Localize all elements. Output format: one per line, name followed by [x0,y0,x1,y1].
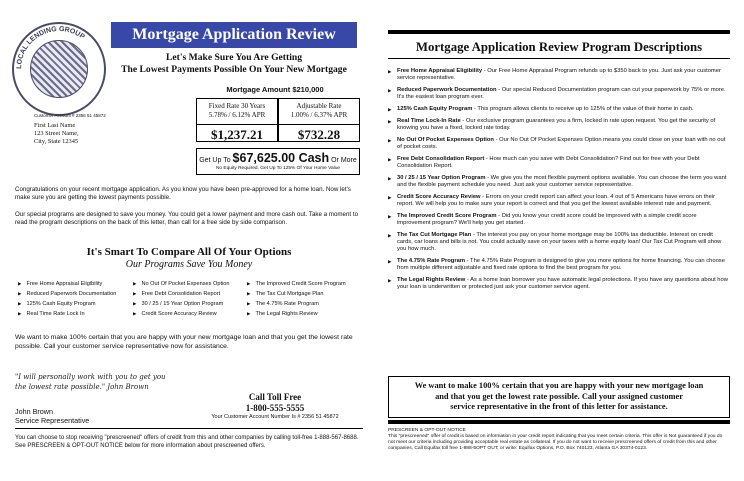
call-block [190,392,360,420]
certainty-box-line-1: We want to make 100% certain that you are happy with your new mortgage loan [414,381,704,390]
description-item [388,258,730,272]
signature-line-2: the lowest rate possible." John Brown [15,383,149,391]
adjustable-rate-payment: $732.28 [279,124,359,143]
programs-column-1 [18,279,116,319]
description-text: - Our exclusive program guarantees you a firm, locked in rate upon request. You get the security of knowing you have a fixed, locked rate today. [397,117,716,131]
header-title: Mortgage Application Review [111,22,357,48]
description-name: Real Time Lock-In Rate [397,117,461,124]
description-text: - Did you know your credit score could be improved with a simple credit score improvement program? We'll help you get started. [397,212,697,226]
description-text: - How much can you save with Debt Consolidation? Find out for free with your Debt Consolidation Report. [397,155,700,169]
rep-name: John Brown [15,407,53,416]
program-item: ▶ 30 / 25 / 15 Year Option Program [133,299,229,309]
intro-paragraph: Congratulations on your recent mortgage application. As you know you have been pre-approved for a home loan. Now let's make sure you are getting the lowest payments possible. [15,186,351,201]
address-street: 123 Street Name, [34,130,79,137]
bottom-rule [388,420,730,424]
representative [15,407,89,425]
compare-subtitle: Our Programs Save You Money [125,259,253,270]
address-name: First Last Name [34,122,76,129]
rep-title: Service Representative [15,416,90,425]
description-item [388,118,730,132]
subhead-line-2: The Lowest Payments Possible On Your New Mortgage [121,64,347,75]
description-item [388,106,730,113]
descriptions-title: Mortgage Application Review Program Descriptions [415,40,703,54]
description-item [388,68,730,82]
seal-emblem [30,40,88,98]
description-text: - The interest you pay on your home mortgage may be 100% tax deductible. Interest on credit cards, car loans and bills is not. You could actually save on your taxes with a home equity loan! Our Tax Cut Program will show you how much. [397,231,722,253]
compare-title: It's Smart To Compare All Of Your Options [86,246,292,258]
signature-line-1: "I will personally work with you to get you [15,373,166,381]
description-name: The 4.75% Rate Program [397,258,465,264]
optout-divider [15,428,363,429]
description-text: - Our No Out Of Pocket Expenses Option means you could close on your loan with no out of pocket costs. [397,136,726,150]
program-item: ▶ Free Debt Consolidation Report [133,289,229,299]
program-item: ▶ The Tax Cut Mortgage Plan [247,289,346,299]
program-item: ▶ The Improved Credit Score Program [247,279,346,289]
customer-account: Customer Account # 2356 51 45872 [34,113,106,118]
description-name: Reduced Paperwork Documentation [397,87,497,93]
description-text: - Our special Reduced Documentation program can cut your paperwork by 75% or more. It's the easiest loan program ever. [397,87,726,101]
certainty-box-line-3: service representative in the front of this letter for assistance. [450,402,668,411]
description-item [388,175,730,189]
top-rule [388,30,730,34]
description-text: - Our Free Home Appraisal Program refunds up to $350 back to you. Just ask your customer service representative. [397,68,721,82]
description-text: - Errors on your credit report can affect your loan. 4 out of 5 Americans have errors on their report. We will help you to make sure your report is correct and that you get the lowest available interest rate and payment. [397,193,716,207]
mailing-address [34,122,79,146]
program-item: ▶ Credit Score Accuracy Review [133,309,229,319]
program-item: ▶ Real Time Rate Lock In [18,309,116,319]
certainty-box-line-2: and that you get the lowest rate possible. Call your assigned customer [435,391,683,401]
program-item: ▶ The Legal Rights Review [247,309,346,319]
mortgage-amount: Mortgage Amount $210,000 [226,85,324,94]
description-item [388,87,730,101]
fixed-rate-apr: 5.78% / 6.12% APR [208,111,266,119]
subhead-line-1: Let's Make Sure You Are Getting [166,52,302,63]
cash-offer-line [197,151,359,165]
cash-prefix: Get Up To [199,157,231,164]
cash-note: No Equity Required. Get Up To 125% Of Your Home Value [215,166,341,171]
description-item [388,232,730,254]
phone-number[interactable]: 1-800-555-5555 [245,403,305,413]
description-item [388,213,730,227]
description-name: The Tax Cut Mortgage Plan [397,231,472,238]
description-item [388,156,730,170]
cash-suffix: Or More [331,157,357,164]
fixed-rate-title: Fixed Rate 30 Years [208,102,266,110]
certainty-statement: We want to make 100% certain that you are happy with your new mortgage loan and that you get the lowest rate possible. Call your customer service representative now for assistance. [15,334,353,350]
description-name: Credit Score Accuracy Review [397,193,481,200]
title-rule [388,58,730,59]
call-label: Call Toll Free [248,392,302,402]
program-item: ▶ The 4.75% Rate Program [247,299,346,309]
description-item [388,194,730,208]
cash-amount: $67,625.00 Cash [232,151,330,165]
description-item [388,137,730,151]
description-name: Free Debt Consolidation Report [397,155,485,162]
programs-column-3 [247,279,346,319]
address-city: City, State 12345 [34,138,79,145]
fixed-rate-payment: $1,237.21 [197,124,277,143]
program-item: ▶ Free Home Appraisal Eligibility [18,279,116,289]
prescreen-heading: PRESCREEN & OPT-OUT NOTICE [388,428,466,433]
description-name: Free Home Appraisal Eligibility [397,68,483,74]
certainty-box [388,376,730,418]
signature-quote [15,372,166,392]
description-text: - As a home loan borrower you have automatic legal protections. If you have any questions about how your loan is underwritten or protected just ask your customer service agent. [397,277,728,291]
prescreen-notice [388,428,730,452]
subheading [111,52,357,76]
optout-notice: You can choose to stop receiving "prescreened" offers of credit from this and other companies by calling toll-free 1-888-567-8688. See PRESCREEN & OPT-OUT NOTICE below for more information about prescreened offers. [15,435,359,449]
programs-column-2 [133,279,229,319]
programs-paragraph: Our special programs are designed to save you money. You could get a lower payment and more cash out. Take a moment to read the program descriptions on the back of this letter, than call for a free side by side comparison. [15,211,359,226]
program-item: ▶ Reduced Paperwork Documentation [18,289,116,299]
description-text: - The 4.75% Rate Program is designed to give you more options for home financing. You can choose from multiple different adjustable and fixed rate options to find the best program for you. [397,258,725,272]
program-descriptions [388,68,730,296]
description-name: No Out Of Pocket Expenses Option [397,136,494,143]
description-item [388,277,730,291]
description-name: 125% Cash Equity Program [397,106,473,112]
description-text: - We give you the most flexible payment options available. You can choose the term you want and the flexible payment schedule you need. Just ask your customer service representative. [397,174,727,188]
adjustable-rate-apr: 1.00% / 6.37% APR [290,111,348,119]
program-item: ▶ 125% Cash Equity Program [18,299,116,309]
seal-ring-label: LOCAL LENDING GROUP [15,25,86,70]
description-name: The Legal Rights Review [397,277,466,283]
cash-offer-box [196,148,360,175]
fixed-rate-box [196,98,278,142]
prescreen-body: This "prescreened" offer of credit is based on information in your credit report indicating that you meet certain criteria. This offer is Not guaranteed if you do not meet our criteria including providing acceptable real estate as collateral. If you do not want to receive prescreened offers of credit from this and other companies, Call Equifax toll free 1-888-5OPT OUT; or write: Equifax Options, P.O. Box 740123, Atlanta GA 30374-0123. [388,434,723,451]
company-seal-logo [12,22,106,116]
description-name: 30 / 25 / 15 Year Option Program [397,174,486,181]
adjustable-rate-box [278,98,360,142]
description-text: - This program allows clients to receive up to 125% of the value of their home in cash. [472,106,694,112]
call-account: Your Customer Account Number Is # 2356 51 45872 [211,414,339,420]
adjustable-rate-title: Adjustable Rate [296,102,342,110]
description-name: The Improved Credit Score Program [397,212,497,219]
program-item: ▶ No Out Of Pocket Expenses Option [133,279,229,289]
